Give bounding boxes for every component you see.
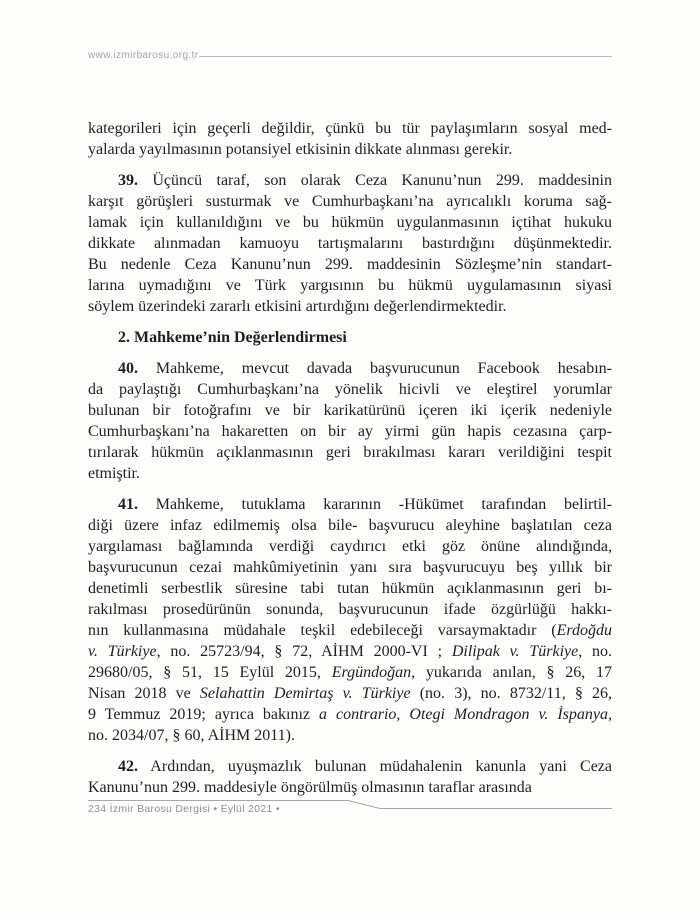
document-body — [88, 118, 612, 808]
text-run: da paylaştığı Cumhurbaşkanı’na yönelik hicivli ve eleştirel yorumlar — [88, 381, 612, 398]
text-run: Nisan 2018 ve — [88, 685, 200, 702]
text-run: Mahkeme, tutuklama kararının -Hükümet tarafından belirtil- — [138, 496, 612, 513]
paragraph — [88, 494, 612, 746]
text-run: , no. 25723/94, § 72, AİHM 2000-VI ; — [156, 643, 452, 660]
text-line — [88, 557, 612, 578]
text-run: yalarda yayılmasının potansiyel etkisinin dikkate alınması gerekir. — [88, 141, 513, 158]
text-line — [88, 442, 612, 463]
text-line — [88, 275, 612, 296]
text-run: 2. Mahkeme’nin Değerlendirmesi — [118, 329, 347, 346]
text-line — [88, 515, 612, 536]
text-line — [88, 254, 612, 275]
italic-run: Dilipak v. Türkiye — [451, 643, 579, 660]
text-line — [88, 641, 612, 662]
text-run: rakılması prosedürünün sonunda, başvurucunun ifade özgürlüğü hakkı- — [88, 601, 612, 618]
italic-run: v. Türkiye — [88, 643, 157, 660]
text-line — [88, 421, 612, 442]
bold-run: 41. — [118, 496, 138, 513]
italic-run: a contrario, Otegi Mondragon v. İspanya, — [318, 706, 613, 723]
text-run: Ardından, uyuşmazlık bulunan müdahalenin kanunla yani Ceza — [138, 758, 612, 775]
text-run: dikkate alınmadan kamuoyu tartışmalarını bastırdığını düşünmektedir. — [88, 235, 612, 252]
text-line — [88, 725, 612, 746]
text-run: diği üzere infaz edilmemiş olsa bile- başvurucu aleyhine başlatılan ceza — [88, 517, 612, 534]
text-run: (no. 3), no. 8732/11, § 26, — [410, 685, 612, 702]
text-run: söylem üzerindeki zararlı etkisini artırdığını değerlendirmektedir. — [88, 298, 507, 315]
text-run: , no. — [578, 643, 613, 660]
text-line — [88, 494, 612, 515]
text-line — [88, 463, 612, 484]
header-website-url: www.izmirbarosu.org.tr — [88, 50, 199, 61]
text-line — [88, 212, 612, 233]
text-run: bulunan bir fotoğrafını ve bir karikatürünü içeren iki içerik nedeniyle — [88, 402, 612, 419]
text-line — [88, 704, 612, 725]
text-run: tırılarak hükmün açıklanmasının geri bırakılması kararı verildiğini tespit — [88, 444, 612, 461]
text-line — [88, 536, 612, 557]
text-line — [88, 327, 612, 348]
text-line — [88, 170, 612, 191]
text-run: Mahkeme, mevcut davada başvurucunun Facebook hesabın- — [138, 360, 612, 377]
text-line — [88, 578, 612, 599]
text-run: başvurucunun cezai mahkûmiyetinin yanı sıra başvurucuyu beş yıllık bir — [88, 559, 612, 576]
text-run: Cumhurbaşkanı’na hakaretten on bir ay yirmi gün hapis cezasına çarp- — [88, 423, 612, 440]
bold-run: 40. — [118, 360, 138, 377]
text-run: kategorileri için geçerli değildir, çünkü bu tür paylaşımların sosyal med- — [88, 120, 612, 137]
text-run: Kanunu’nun 299. maddesiyle öngörülmüş olmasının taraflar arasında — [88, 779, 532, 796]
text-run: denetimli serbestlik süresine tabi tutan hükmün açıklanmasının geri bı- — [88, 580, 612, 597]
text-run: larına uymadığını ve Türk yargısının bu hükmü uygulamasının siyasi — [88, 277, 612, 294]
section-heading — [88, 327, 612, 348]
text-line — [88, 756, 612, 777]
text-run: yargılaması bağlamında verdiği caydırıcı etki göz önüne alındığında, — [88, 538, 612, 555]
text-line — [88, 118, 612, 139]
text-run: Bu nedenle Ceza Kanunu’nun 299. maddesinin Sözleşme’nin standart- — [88, 256, 612, 273]
footer-journal-label: 234 İzmir Barosu Dergisi • Eylül 2021 • — [88, 803, 280, 815]
text-line — [88, 233, 612, 254]
text-line — [88, 400, 612, 421]
page-footer — [88, 799, 612, 821]
paragraph — [88, 358, 612, 484]
text-line — [88, 296, 612, 317]
text-line — [88, 379, 612, 400]
text-run: no. 2034/07, § 60, AİHM 2011). — [88, 727, 295, 744]
text-run: 9 Temmuz 2019; ayrıca bakınız — [88, 706, 319, 723]
page-header — [88, 50, 612, 61]
text-line — [88, 358, 612, 379]
italic-run: Ergündoğan — [331, 664, 412, 681]
text-run: , yukarıda anılan, § 26, 17 — [411, 664, 613, 681]
text-line — [88, 683, 612, 704]
italic-run: Erdoğdu — [556, 622, 612, 639]
paragraph — [88, 170, 612, 317]
text-line — [88, 599, 612, 620]
text-run: karşıt görüşleri susturmak ve Cumhurbaşkanı’na ayrıcalıklı koruma sağ- — [88, 193, 612, 210]
text-line — [88, 191, 612, 212]
text-run: Üçüncü taraf, son olarak Ceza Kanunu’nun 299. maddesinin — [138, 172, 612, 189]
italic-run: Selahattin Demirtaş v. Türkiye — [199, 685, 411, 702]
bold-run: 39. — [118, 172, 138, 189]
bold-run: 42. — [118, 758, 138, 775]
text-line — [88, 777, 612, 798]
paragraph — [88, 118, 612, 160]
text-line — [88, 662, 612, 683]
header-rule-line — [199, 56, 613, 57]
text-line — [88, 139, 612, 160]
text-run: 29680/05, § 51, 15 Eylül 2015, — [88, 664, 332, 681]
text-run: nın kullanmasına müdahale teşkil edebileceği varsaymaktadır ( — [88, 622, 557, 639]
text-run: lamak için kullanıldığını ve bu hükmün uygulanmasının içtihat hukuku — [88, 214, 612, 231]
paragraph — [88, 756, 612, 798]
text-run: etmiştir. — [88, 465, 140, 482]
text-line — [88, 620, 612, 641]
